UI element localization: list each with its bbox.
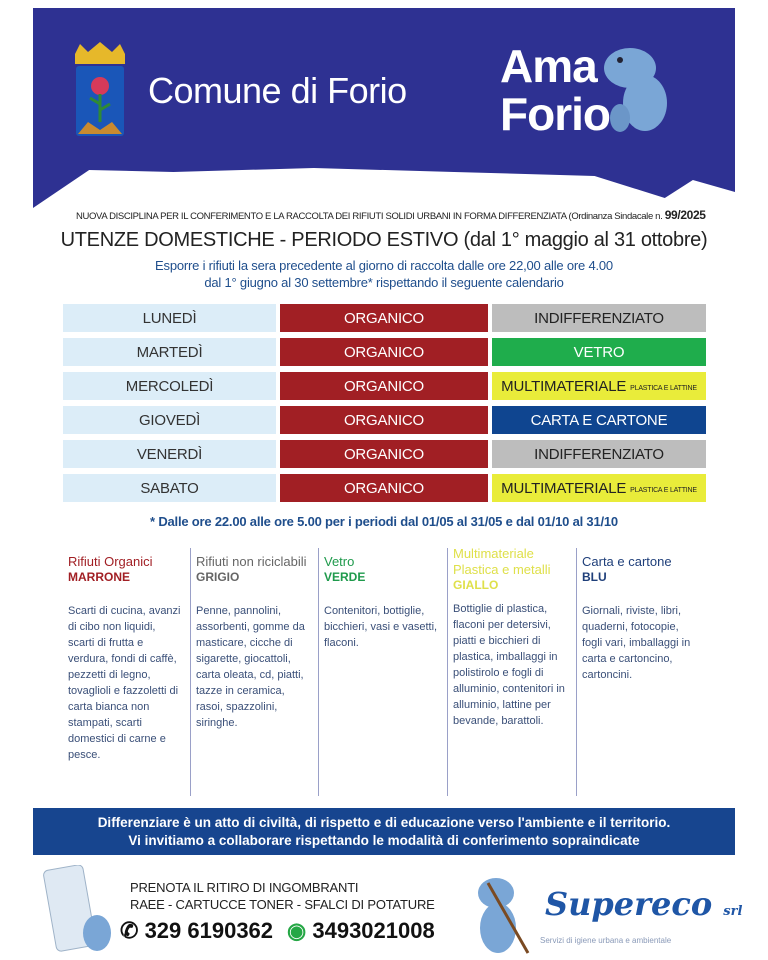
second-collection-cell: INDIFFERENZIATO [492,440,706,468]
category-items: Contenitori, bottiglie, bicchieri, vasi e vasetti, flaconi. [324,605,438,649]
schedule-row [63,372,706,400]
hippo-mascot-icon [590,38,685,138]
second-collection-cell: MULTIMATERIALE PLASTICA E LATTINE [492,372,706,400]
day-cell: MARTEDÌ [63,338,276,366]
organic-cell: ORGANICO [280,372,488,400]
organic-cell: ORGANICO [280,406,488,434]
category-title: Rifiuti Organici [68,554,153,569]
category-title: Rifiuti non riciclabili [196,554,307,569]
schedule-row [63,304,706,332]
amaforio-logo: Ama Forio [500,40,610,140]
subtitle-line-2: dal 1° giugno al 30 settembre* rispettando il seguente calendario [204,275,564,290]
second-collection-cell: INDIFFERENZIATO [492,304,706,332]
day-cell: MERCOLEDÌ [63,372,276,400]
category-title: Multimateriale Plastica e metalli [453,546,551,577]
info-banner: Differenziare è un atto di civiltà, di rispetto e di educazione verso l'ambiente e il territorio. Vi invitiamo a collaborare rispettando le modalità di conferimento sopraindicate [33,808,735,855]
municipality-name: Comune di Forio [148,70,407,111]
phone-contact[interactable]: ✆ 329 6190362 [120,918,274,943]
organic-cell: ORGANICO [280,338,488,366]
category-color: BLU [582,570,607,584]
category-column [576,548,706,796]
schedule-row [63,406,706,434]
day-cell: GIOVEDÌ [63,406,276,434]
organic-cell: ORGANICO [280,474,488,502]
day-cell: SABATO [63,474,276,502]
category-items: Penne, pannolini, assorbenti, gomme da masticare, cicche di sigarette, giocattoli, carta oleata, cd, piatti, tazze in ceramica, rasoi, spazzolini, siringhe. [196,605,305,729]
schedule-row [63,338,706,366]
collection-note: PLASTICA E LATTINE [630,486,697,494]
collection-note: PLASTICA E LATTINE [630,384,697,392]
category-column [190,548,316,796]
schedule-row [63,474,706,502]
supereco-logo: Supereco srl [545,885,743,923]
second-collection-cell: CARTA E CARTONE [492,406,706,434]
category-color: GIALLO [453,578,499,592]
fridge-hippo-icon [42,865,117,955]
schedule-row [63,440,706,468]
category-column [63,548,188,796]
hippo-broom-icon [468,868,538,958]
ordinance-line: NUOVA DISCIPLINA PER IL CONFERIMENTO E LA RACCOLTA DEI RIFIUTI SOLIDI URBANI IN FORMA DIFFERENZIATA (Ordinanza Sindacale n. 99/2025 [76,208,706,222]
day-cell: LUNEDÌ [63,304,276,332]
subtitle-line-1: Esporre i rifiuti la sera precedente al giorno di raccolta dalle ore 22,00 alle ore 4.00 [155,258,613,273]
organic-cell: ORGANICO [280,440,488,468]
category-title: Carta e cartone [582,554,672,569]
category-items: Giornali, riviste, libri, quaderni, fotocopie, fogli vari, imballaggi in carta e cartoncino, cartoncini. [582,605,691,681]
category-color: MARRONE [68,570,130,584]
category-items: Bottiglie di plastica, flaconi per detersivi, piatti e bicchieri di plastica, imballaggi in polistirolo e fogli di alluminio, contenitori in alluminio, lattine per bevande, barattoli. [453,603,565,727]
category-title: Vetro [324,554,355,569]
contact-line-2: RAEE - CARTUCCE TONER - SFALCI DI POTATURE [130,897,435,912]
coat-of-arms-logo [70,42,130,142]
contact-line-1: PRENOTA IL RITIRO DI INGOMBRANTI [130,880,359,895]
whatsapp-icon: ◉ [287,918,307,943]
footnote: * Dalle ore 22.00 alle ore 5.00 per i periodi dal 01/05 al 31/05 e dal 01/10 al 31/10 [150,514,618,529]
phone-numbers [120,918,435,944]
day-cell: VENERDÌ [63,440,276,468]
whatsapp-contact[interactable]: ◉ 3493021008 [287,918,435,943]
category-column [318,548,445,796]
phone-icon: ✆ [120,918,139,943]
category-color: VERDE [324,570,366,584]
company-tagline: Servizi di igiene urbana e ambientale [540,936,672,945]
organic-cell: ORGANICO [280,304,488,332]
second-collection-cell: MULTIMATERIALE PLASTICA E LATTINE [492,474,706,502]
page-title: UTENZE DOMESTICHE - PERIODO ESTIVO (dal 1° maggio al 31 ottobre) [60,229,708,251]
category-items: Scarti di cucina, avanzi di cibo non liquidi, scarti di frutta e verdura, fondi di caffè, pezzetti di legno, tovaglioli e fazzoletti di carta bianca non stampati, scarti domestici di carne e pesce. [68,605,181,761]
category-color: GRIGIO [196,570,240,584]
second-collection-cell: VETRO [492,338,706,366]
category-column [447,548,574,796]
